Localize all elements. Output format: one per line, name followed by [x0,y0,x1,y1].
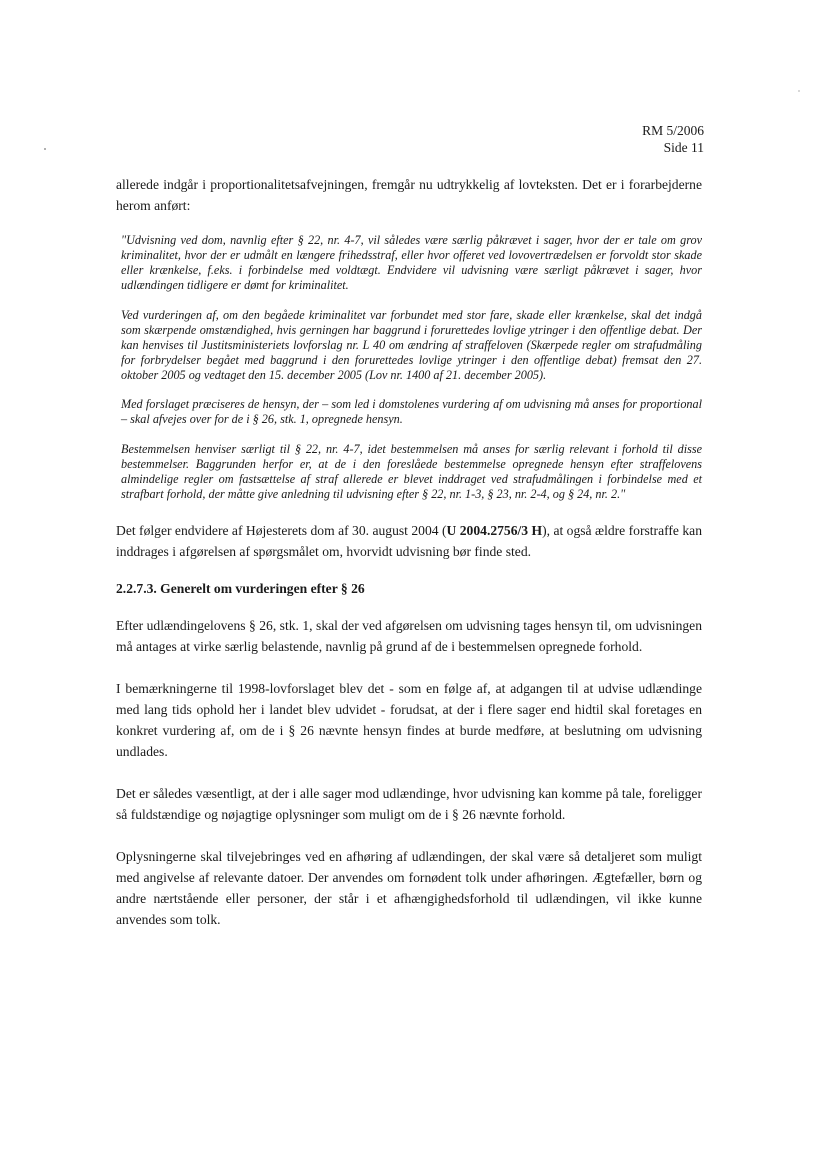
section-heading: 2.2.7.3. Generelt om vurderingen efter § 26 [116,581,365,596]
document-reference: RM 5/2006 [642,123,704,138]
quote-paragraph: Med forslaget præciseres de hensyn, der – som led i domstolenes vurdering af om udvisning må anses for proportional – skal afvejes over for de i § 26, stk. 1, opregnede hensyn. [121,397,702,426]
scan-speck [798,90,800,92]
scan-speck [44,148,46,150]
paragraph-intro: allerede indgår i proportionalitetsafvejningen, fremgår nu udtrykkelig af lovteksten. Det er i forarbejderne herom anført: [116,177,702,213]
quote-paragraph: Ved vurderingen af, om den begåede kriminalitet var forbundet med stor fare, skade eller krænkelse, skal det indgå som skærpende omstændighed, hvis gerningen har baggrund i forurettedes lovlige ytringer i den offentlige debat. Der kan henvises til Justitsministeriets lovforslag nr. L 40 om ændring af straffeloven (Skærpede regler om strafudmåling for forbrydelser begået med baggrund i den forurettedes lovlige ytringer i den offentlige debat) fremsat den 27. oktober 2005 og vedtaget den 15. december 2005 (Lov nr. 1400 af 21. december 2005). [121,308,702,382]
quote-paragraph: "Udvisning ved dom, navnlig efter § 22, nr. 4-7, vil således være særlig påkrævet i sager, hvor der er tale om grov kriminalitet, hvor der er udmålt en længere frihedsstraf, eller hvor offeret ved lovovertrædelsen er forvoldt stor skade eller krænkelse, f.eks. i forbindelse med voldtægt. Endvidere vil udvisning være særligt påkrævet i sager, hvor udlændingen tidligere er dømt for kriminalitet. [121,233,702,292]
quote-paragraph: Bestemmelsen henviser særligt til § 22, nr. 4-7, idet bestemmelsen må anses for særlig relevant i forhold til disse bestemmelser. Baggrunden herfor er, at de i den foreslåede bestemmelse opregnede hensyn efter straffelovens almindelige regler om fastsættelse af straf allerede er blevet inddraget ved strafudmålingen i forbindelse med et strafbart forhold, der måtte give anledning til udvisning efter § 22, nr. 1-3, § 23, nr. 2-4, og § 24, nr. 2." [121,442,702,501]
paragraph-body: I bemærkningerne til 1998-lovforslaget blev det - som en følge af, at adgangen til at udvise udlændinge med lang tids ophold her i landet blev udvidet - forudsat, at der i flere sager end hidtil skal foretages en konkret vurdering af, om de i § 26 nævnte hensyn findes at burde medføre, at beslutning om udvisning undlades. [116,681,702,759]
page-header [642,122,704,156]
case-reference: U 2004.2756/3 H [446,523,543,538]
paragraph-body: Det er således væsentligt, at der i alle sager mod udlændinge, hvor udvisning kan komme på tale, foreligger så fuldstændige og nøjagtige oplysninger som muligt om de i § 26 nævnte forhold. [116,786,702,822]
page-number: Side 11 [663,140,704,155]
paragraph-body: Oplysningerne skal tilvejebringes ved en afhøring af udlændingen, der skal være så detaljeret som muligt med angivelse af relevante datoer. Der anvendes om fornødent tolk under afhøringen. Ægtefæller, børn og andre nærtstående eller personer, der står i et afhængighedsforhold til udlændingen, vil ikke kunne anvendes som tolk. [116,849,702,927]
paragraph-body: Efter udlændingelovens § 26, stk. 1, skal der ved afgørelsen om udvisning tages hensyn til, om udvisningen må antages at virke særlig belastende, navnlig på grund af de i bestemmelsen opregnede forhold. [116,618,702,654]
page-body [116,174,702,930]
paragraph-supreme-court: Det følger endvidere af Højesterets dom af 30. august 2004 (U 2004.2756/3 H), at også ældre forstraffe kan inddrages i afgørelsen af spørgsmålet om, hvorvidt udvisning bør finde sted. [116,523,702,559]
